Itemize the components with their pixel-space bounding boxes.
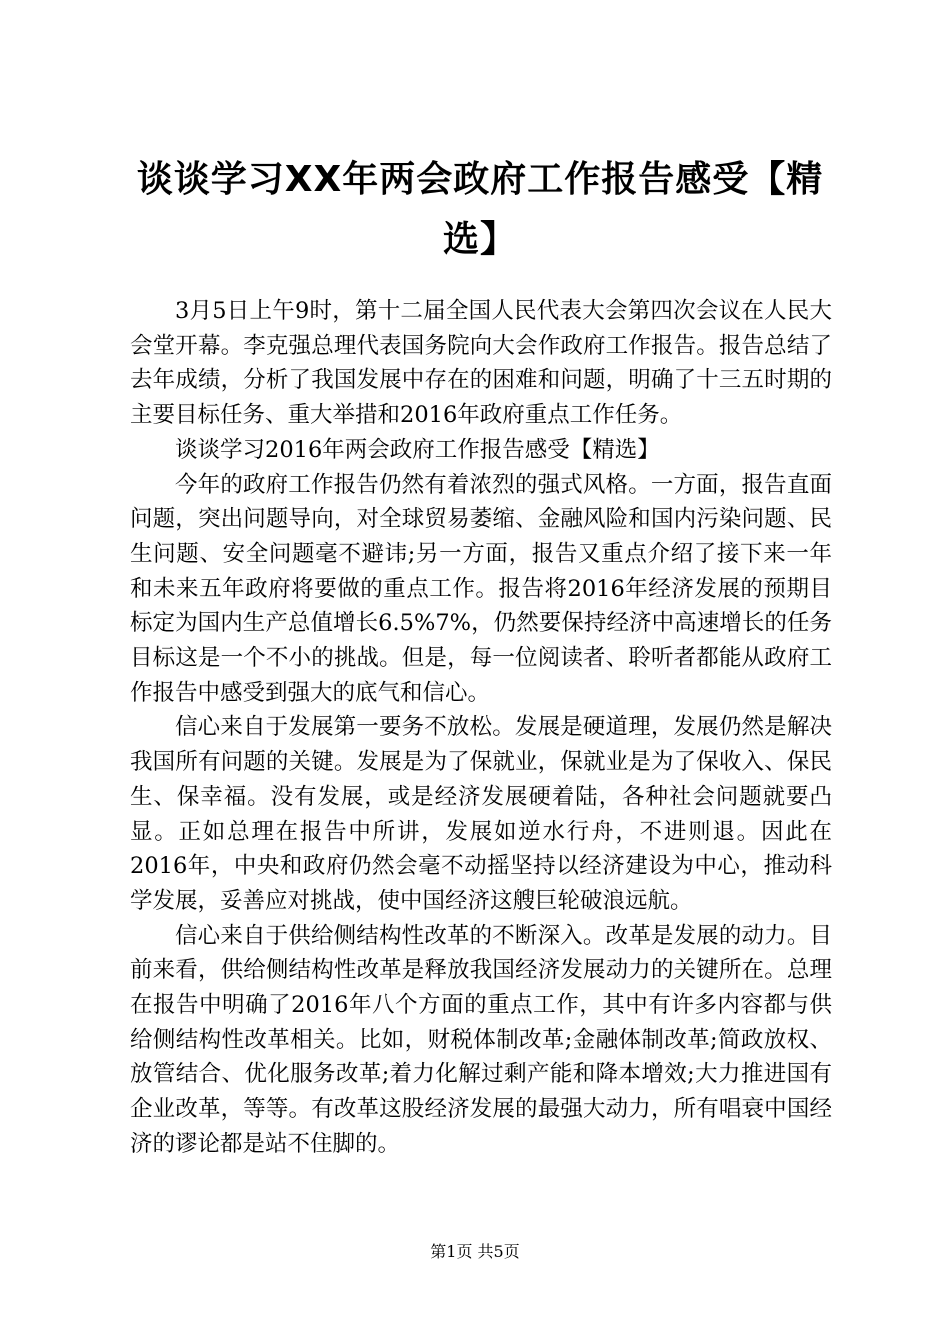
paragraph-development: 信心来自于发展第一要务不放松。发展是硬道理，发展仍然是解决我国所有问题的关键。发展是为了保就业，保就业是为了保收入、保民生、保幸福。没有发展，或是经济发展硬着陆，各种社会问题就要凸显。正如总理在报告中所讲，发展如逆水行舟，不进则退。因此在2016年，中央和政府仍然会毫不动摇坚持以经济建设为中心，推动科学发展，妥善应对挑战，使中国经济这艘巨轮破浪远航。 — [130, 714, 832, 914]
paragraph-intro: 3月5日上午9时，第十二届全国人民代表大会第四次会议在人民大会堂开幕。李克强总理代表国务院向大会作政府工作报告。报告总结了去年成绩，分析了我国发展中存在的困难和问题，明确了十三五时期的主要目标任务、重大举措和2016年政府重点工作任务。 — [130, 298, 832, 429]
page-number-footer: 第1页 共5页 — [430, 1242, 520, 1261]
paragraph-subtitle: 谈谈学习2016年两会政府工作报告感受【精选】 — [175, 436, 660, 463]
document-title: 谈谈学习XX年两会政府工作报告感受【精选】 — [136, 159, 824, 260]
paragraph-reform: 信心来自于供给侧结构性改革的不断深入。改革是发展的动力。目前来看，供给侧结构性改革是释放我国经济发展动力的关键所在。总理在报告中明确了2016年八个方面的重点工作，其中有许多内容都与供给侧结构性改革相关。比如，财税体制改革;金融体制改革;简政放权、放管结合、优化服务改革;着力化解过剩产能和降本增效;大力推进国有企业改革，等等。有改革这股经济发展的最强大动力，所有唱衰中国经济的谬论都是站不住脚的。 — [130, 922, 832, 1157]
paragraph-report-style: 今年的政府工作报告仍然有着浓烈的强式风格。一方面，报告直面问题，突出问题导向，对全球贸易萎缩、金融风险和国内污染问题、民生问题、安全问题毫不避讳;另一方面，报告又重点介绍了接下来一年和未来五年政府将要做的重点工作。报告将2016年经济发展的预期目标定为国内生产总值增长6.5%7%，仍然要保持经济中高速增长的任务目标这是一个不小的挑战。但是，每一位阅读者、聆听者都能从政府工作报告中感受到强大的底气和信心。 — [130, 471, 832, 706]
document-body — [130, 294, 832, 1162]
